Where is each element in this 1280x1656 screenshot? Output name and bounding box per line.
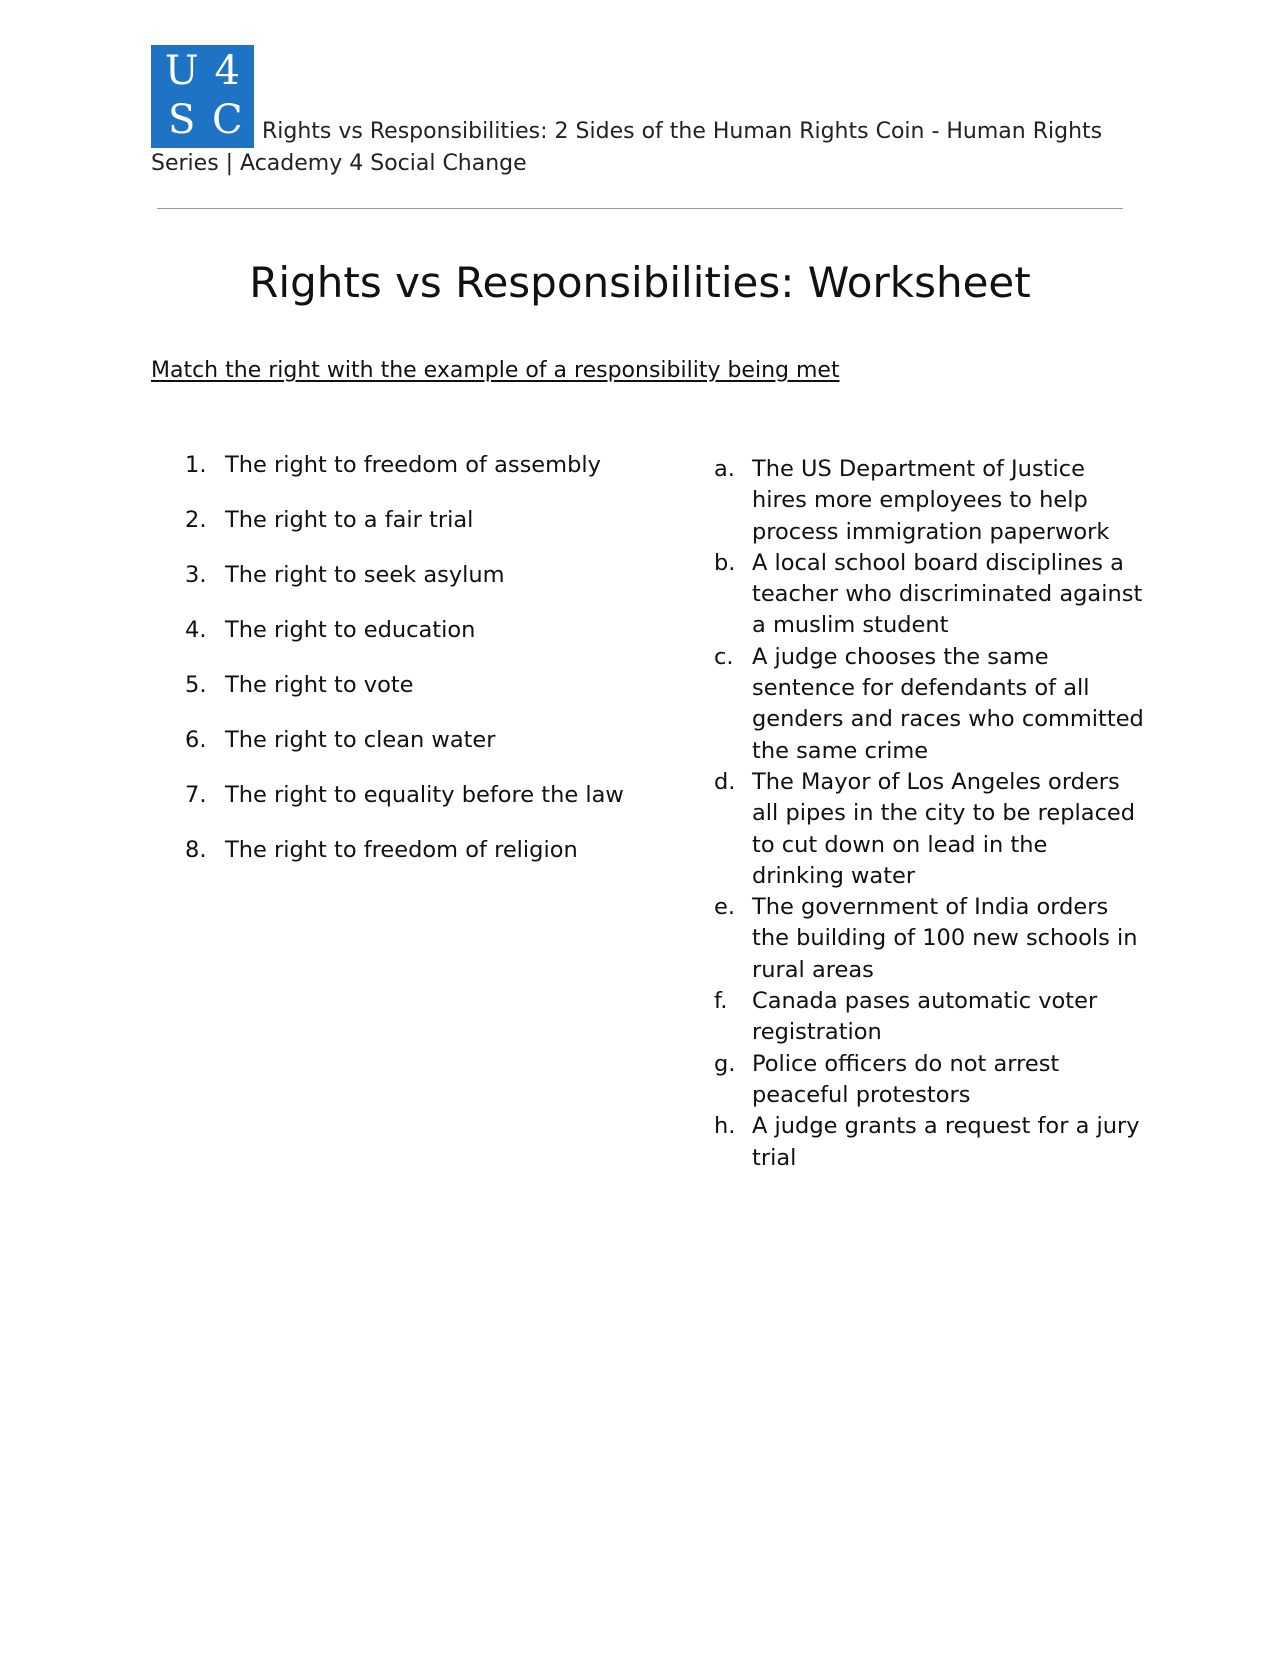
instructions: Match the right with the example of a responsibility being met bbox=[151, 358, 840, 383]
example-item bbox=[714, 548, 1144, 642]
example-item bbox=[714, 642, 1144, 767]
example-item bbox=[714, 1111, 1144, 1174]
logo-digit-4: 4 bbox=[214, 48, 240, 95]
examples-list bbox=[714, 454, 1144, 1174]
right-number: 4. bbox=[185, 617, 207, 643]
example-item bbox=[714, 767, 1144, 892]
document-header bbox=[151, 45, 1131, 180]
right-text: The right to freedom of religion bbox=[225, 837, 578, 863]
page-title: Rights vs Responsibilities: Worksheet bbox=[249, 258, 1031, 307]
example-text: A judge grants a request for a jury trial bbox=[752, 1113, 1140, 1171]
example-item bbox=[714, 892, 1144, 986]
example-letter: c. bbox=[714, 643, 734, 670]
right-number: 5. bbox=[185, 672, 207, 698]
example-text: Canada pases automatic voter registration bbox=[752, 988, 1098, 1046]
example-letter: h. bbox=[714, 1113, 736, 1140]
right-text: The right to clean water bbox=[225, 727, 496, 753]
right-text: The right to freedom of assembly bbox=[225, 452, 601, 478]
example-text: A judge chooses the same sentence for defendants of all genders and races who committed the same crime bbox=[752, 643, 1144, 764]
right-item bbox=[185, 837, 665, 892]
right-text: The right to education bbox=[225, 617, 476, 643]
right-text: The right to vote bbox=[225, 672, 414, 698]
example-letter: g. bbox=[714, 1050, 736, 1077]
right-item bbox=[185, 672, 665, 727]
right-item bbox=[185, 617, 665, 672]
example-item bbox=[714, 986, 1144, 1049]
right-number: 6. bbox=[185, 727, 207, 753]
logo-letter-s: S bbox=[168, 96, 196, 143]
right-item bbox=[185, 452, 665, 507]
example-letter: e. bbox=[714, 894, 735, 921]
u4sc-logo bbox=[151, 45, 254, 148]
header-text: Rights vs Responsibilities: 2 Sides of the Human Rights Coin - Human Rights Series | Academy 4 Social Change bbox=[151, 119, 1103, 176]
right-number: 7. bbox=[185, 782, 207, 808]
right-item bbox=[185, 562, 665, 617]
right-number: 3. bbox=[185, 562, 207, 588]
logo-letter-c: C bbox=[211, 96, 243, 143]
example-letter: b. bbox=[714, 549, 736, 576]
right-text: The right to a fair trial bbox=[225, 507, 474, 533]
right-number: 8. bbox=[185, 837, 207, 863]
example-letter: d. bbox=[714, 768, 736, 795]
right-item bbox=[185, 507, 665, 562]
example-letter: f. bbox=[714, 988, 728, 1015]
example-item bbox=[714, 1049, 1144, 1112]
right-number: 1. bbox=[185, 452, 207, 478]
right-text: The right to seek asylum bbox=[225, 562, 505, 588]
rights-list bbox=[185, 452, 665, 892]
right-item bbox=[185, 782, 665, 837]
example-text: The US Department of Justice hires more employees to help process immigration paperwork bbox=[752, 456, 1110, 545]
logo-letter-u: U bbox=[164, 48, 199, 95]
right-number: 2. bbox=[185, 507, 207, 533]
example-text: A local school board disciplines a teacher who discriminated against a muslim student bbox=[752, 549, 1143, 639]
example-item bbox=[714, 454, 1144, 548]
right-text: The right to equality before the law bbox=[225, 782, 624, 808]
header-divider bbox=[157, 208, 1123, 209]
example-text: The government of India orders the building of 100 new schools in rural areas bbox=[752, 894, 1138, 983]
example-letter: a. bbox=[714, 456, 735, 482]
example-text: The Mayor of Los Angeles orders all pipes in the city to be replaced to cut down on lead in the drinking water bbox=[752, 768, 1136, 889]
example-text: Police officers do not arrest peaceful protestors bbox=[752, 1050, 1060, 1108]
right-item bbox=[185, 727, 665, 782]
